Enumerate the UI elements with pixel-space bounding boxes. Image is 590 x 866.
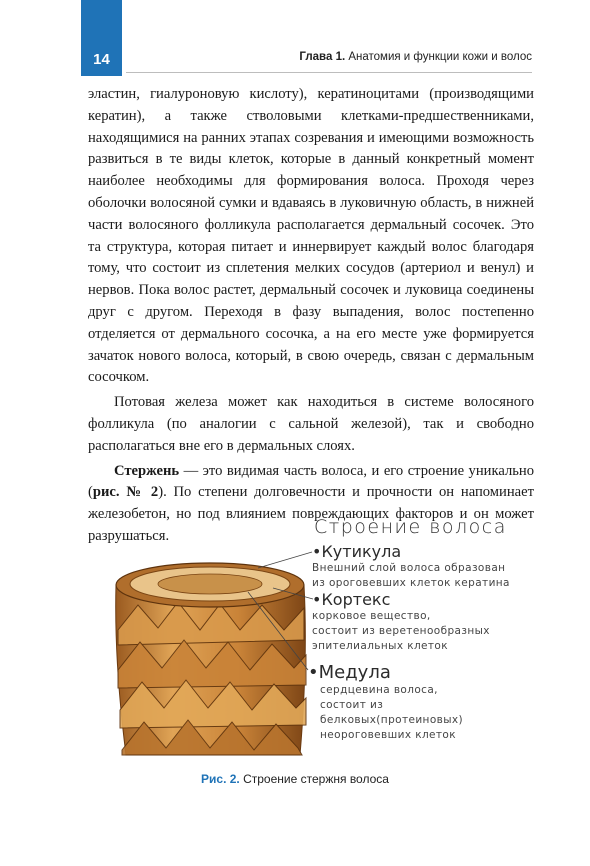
paragraph-3-text: — это видимая часть волоса, и его строение уникально ( xyxy=(88,462,534,501)
cuticle-label xyxy=(312,542,510,591)
header-rule xyxy=(126,72,532,73)
term-shaft: Стержень xyxy=(114,462,180,479)
caption-label: Рис. 2. xyxy=(201,772,240,786)
medulla-label xyxy=(308,662,528,743)
paragraph-3-text-end: ). По степени долговечности и прочности он напоминает железобетон, но под влиянием повреждающих факторов и он может разрушаться. xyxy=(88,484,534,544)
chapter-label: Глава 1. xyxy=(299,51,346,63)
cuticle-name: •Кутикула xyxy=(312,542,402,561)
chapter-title: Анатомия и функции кожи и волос xyxy=(348,51,532,63)
cortex-name: •Кортекс xyxy=(312,590,391,609)
medulla-desc-1: сердцевина волоса, xyxy=(320,684,438,696)
cuticle-desc-1: Внешний слой волоса образован xyxy=(312,562,506,574)
medulla-desc-3: неороговевших клеток xyxy=(320,729,456,741)
medulla-name: •Медула xyxy=(308,662,391,683)
figure-reference: рис. № 2 xyxy=(92,484,159,501)
page-number-tab xyxy=(81,0,122,76)
caption-text: Строение стержня волоса xyxy=(239,772,389,786)
page-number: 14 xyxy=(93,51,110,68)
cuticle-leader xyxy=(258,552,312,568)
paragraph-1: эластин, гиалуроновую кислоту), кератиноцитами (производящими кератин), а также стволовыми клетками-предшественниками, находящимися на ранних этапах созревания и имеющими возможность развиться в те виды клеток, которые в данный конкретный момент наиболее необходимы для формирования волоса. Проходя через оболочки волосяной сумки и вдаваясь в луковичную область, в нижней части волосяного фолликула располагается дермальный сосочек. Это та структура, которая питает и иннервирует каждый волос благодаря тому, что состоит из сплетения мелких сосудов (артериол и венул) и нервов. Пока волос растет, дермальный сосочек и луковица соединены друг с другом. Переходя в фазу выпадения, волос постепенно отделяется от дермального сосочка, а на его месте уже формируется зачаток нового волоса, который, в свою очередь, связан с дермальным сосочком. xyxy=(88,86,534,386)
paragraph-2: Потовая железа может как находиться в системе волосяного фолликула (по аналогии с сальной железой), так и свободно располагаться вне его в дермальных слоях. xyxy=(88,394,534,454)
figure-title: Строение волоса xyxy=(314,516,507,538)
figure-caption xyxy=(0,772,590,786)
cortex-desc-3: эпителиальных клеток xyxy=(312,640,448,652)
medulla-section xyxy=(158,574,262,594)
body-text xyxy=(88,84,534,548)
cortex-desc-2: состоит из веретенообразных xyxy=(312,625,490,637)
cortex-label xyxy=(312,590,490,654)
hair-structure-figure xyxy=(108,510,528,760)
medulla-desc-2: состоит из белковых(протеиновых) xyxy=(320,699,464,726)
cuticle-desc-2: из ороговевших клеток кератина xyxy=(312,577,510,589)
running-header xyxy=(299,51,532,63)
cortex-desc-1: корковое вещество, xyxy=(312,610,431,622)
